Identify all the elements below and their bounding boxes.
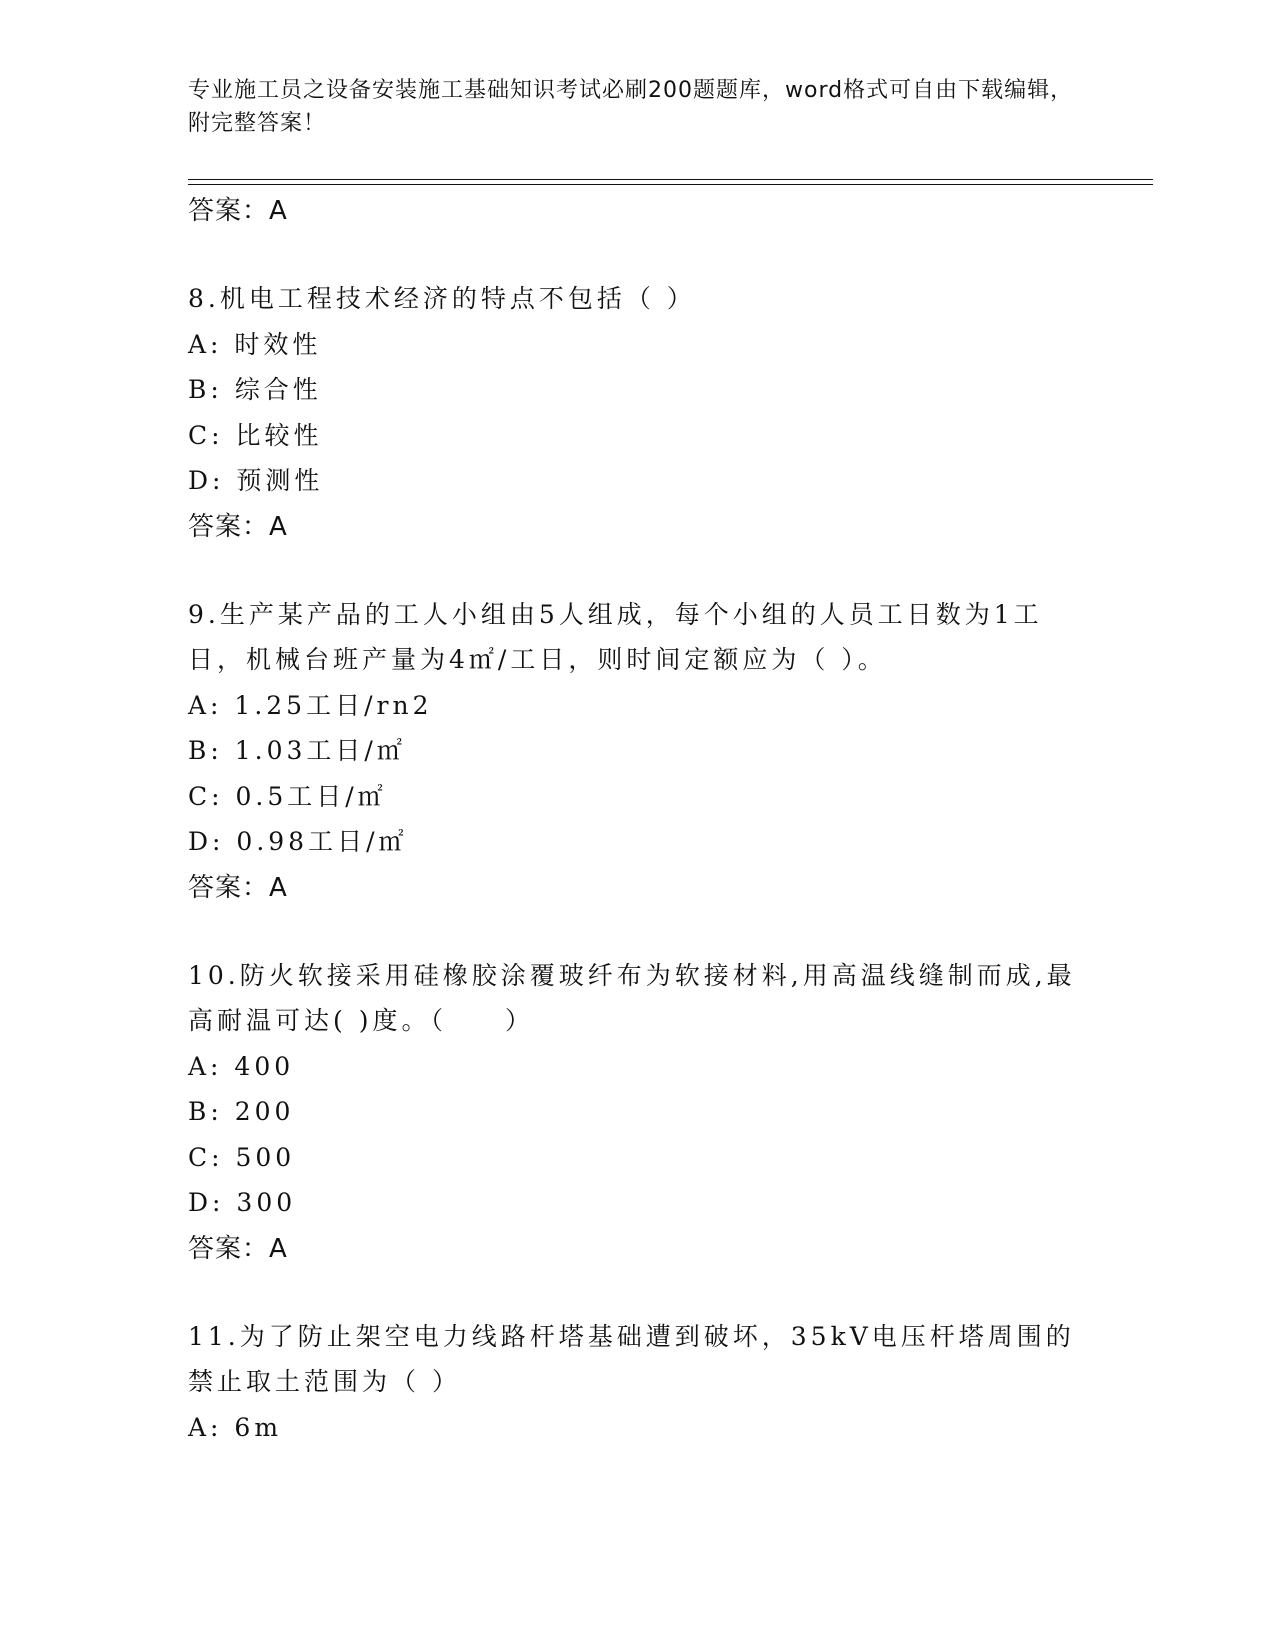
option-a: A: 400 [188, 1051, 295, 1081]
question-list [188, 188, 1088, 1450]
option-a: A: 6m [188, 1412, 283, 1442]
question-text: 9.生产某产品的工人小组由5人组成，每个小组的人员工日数为1工日，机械台班产量为4㎡/工日，则时间定额应为（ ）。 [188, 599, 1043, 674]
question-text: 11.为了防止架空电力线路杆塔基础遭到破坏，35kV电压杆塔周围的禁止取土范围为（ ） [188, 1321, 1075, 1396]
option-c: C: 比较性 [188, 420, 323, 450]
option-a: A: 1.25工日/rn2 [188, 690, 433, 720]
option-b: B: 综合性 [188, 375, 322, 404]
answer-line: 答案：A [188, 511, 288, 542]
question-text: 8.机电工程技术经济的特点不包括（ ） [188, 284, 696, 313]
option-c: C: 500 [188, 1142, 296, 1172]
option-a: A: 时效性 [188, 329, 322, 359]
page-header: 专业施工员之设备安装施工基础知识考试必刷200题题库，word格式可自由下载编辑，附完整答案！ [188, 78, 1074, 136]
question-block-10 [188, 953, 1088, 1272]
option-b: B: 1.03工日/㎡ [188, 736, 406, 765]
question-block-11 [188, 1314, 1088, 1451]
option-c: C: 0.5工日/㎡ [188, 781, 387, 811]
header-rule-bottom [188, 184, 1153, 185]
question-block-8 [188, 276, 1088, 550]
question-text: 10.防火软接采用硅橡胶涂覆玻纤布为软接材料,用高温线缝制而成,最高耐温可达( )度。（ ） [188, 960, 1076, 1035]
option-d: D: 0.98工日/㎡ [188, 827, 408, 856]
option-b: B: 200 [188, 1097, 295, 1126]
answer-line: 答案：A [188, 872, 288, 903]
option-d: D: 300 [188, 1188, 297, 1217]
option-d: D: 预测性 [188, 466, 324, 495]
answer-line: 答案：A [188, 196, 288, 226]
header-rule-top [188, 179, 1153, 180]
question-block-9 [188, 592, 1088, 911]
answer-line: 答案：A [188, 1233, 288, 1264]
